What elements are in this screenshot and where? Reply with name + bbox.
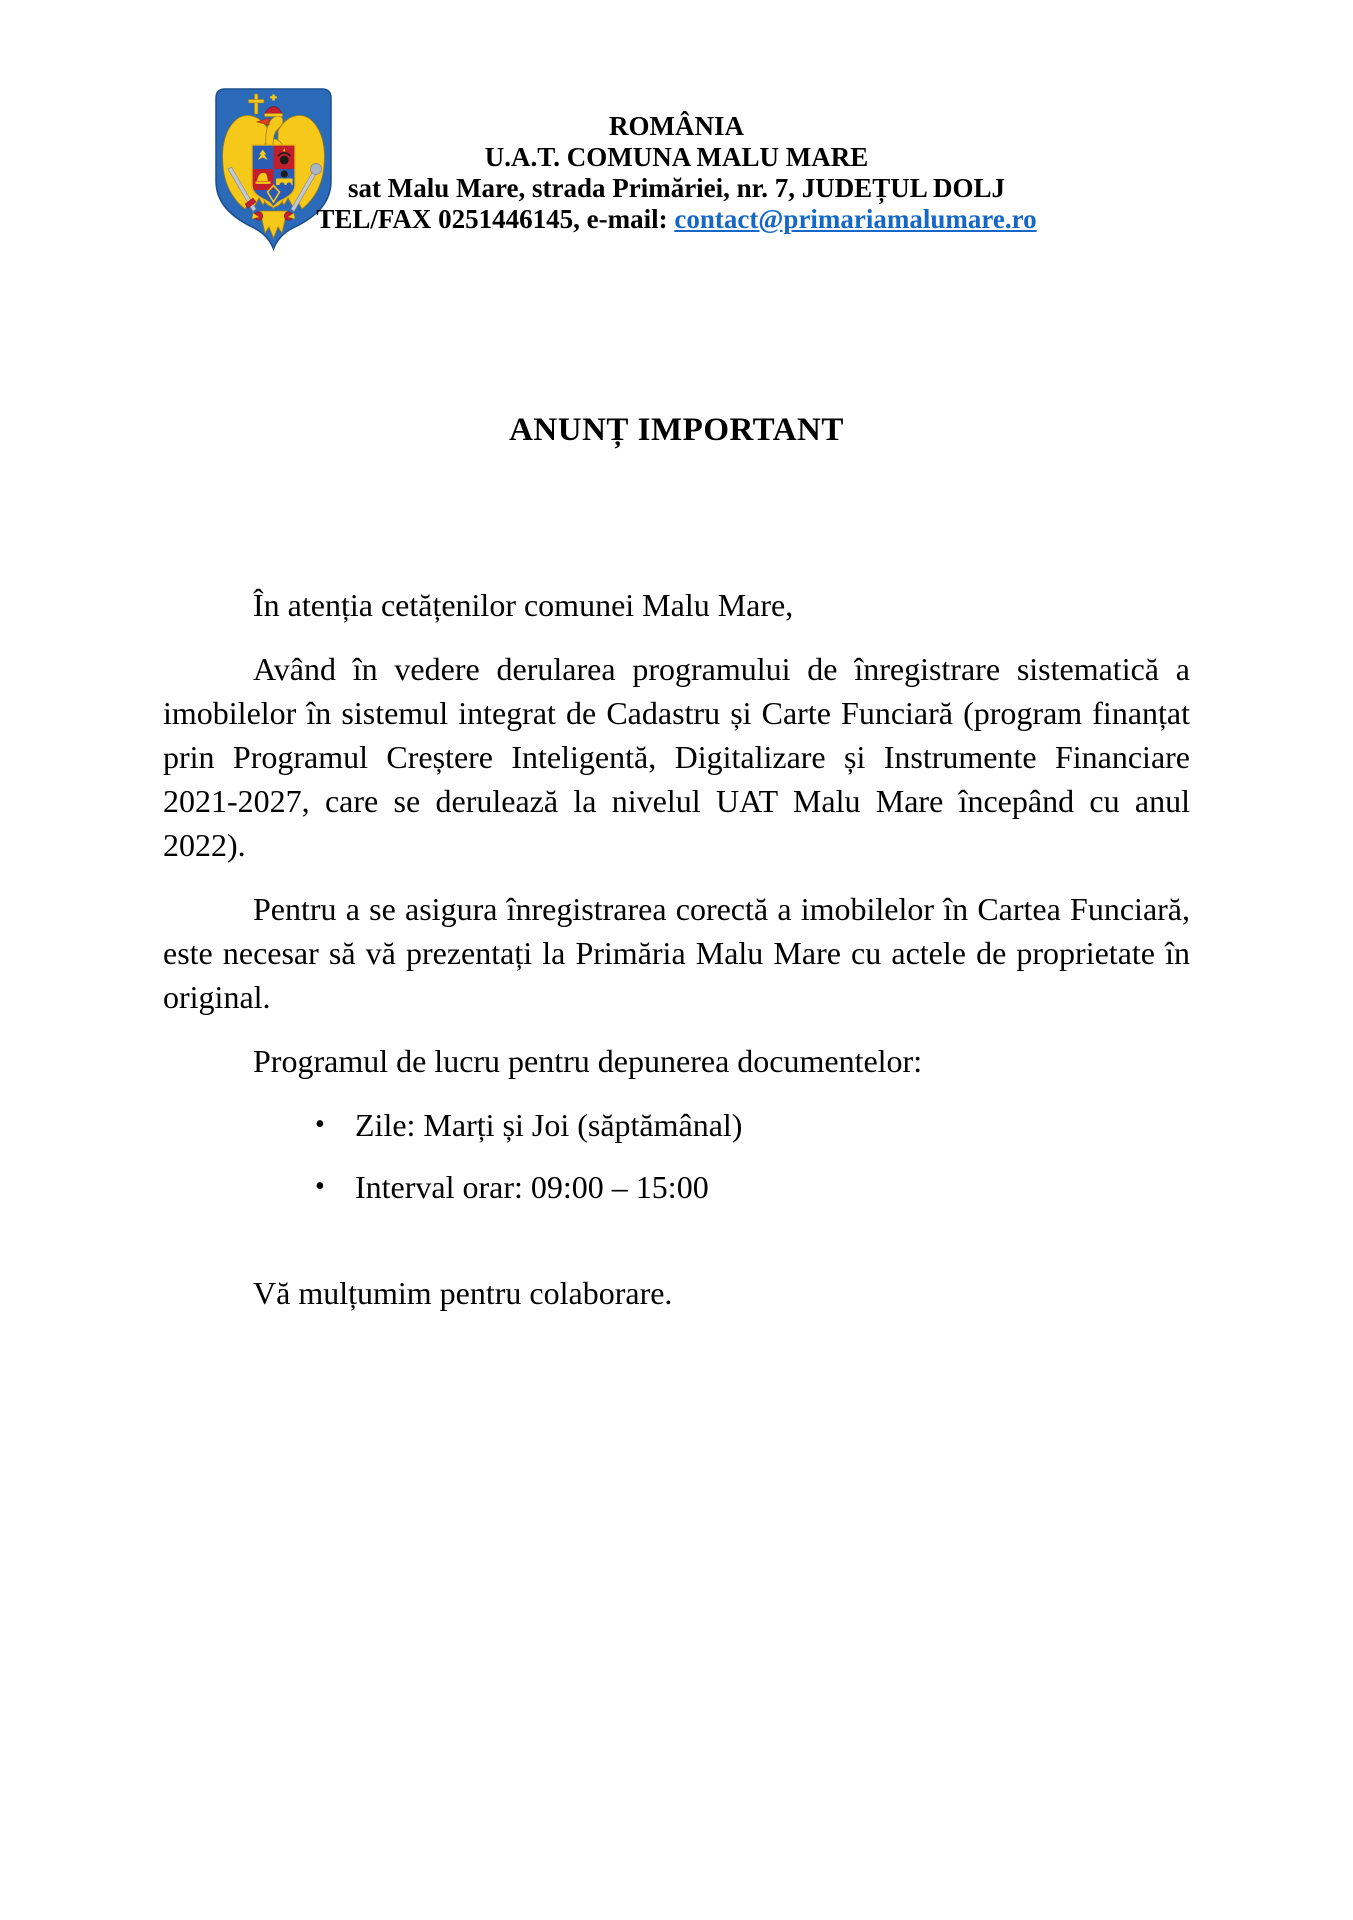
- letterhead-contact-line: [163, 204, 1190, 235]
- page-title: ANUNȚ IMPORTANT: [509, 412, 844, 448]
- letterhead: [163, 111, 1190, 235]
- list-item-hours-text: Interval orar: 09:00 – 15:00: [355, 1169, 709, 1205]
- paragraph-salutation: În atenția cetățenilor comunei Malu Mare,: [253, 587, 794, 623]
- list-item-days: [163, 1103, 1190, 1147]
- letterhead-institution: U.A.T. COMUNA MALU MARE: [484, 142, 869, 172]
- paragraph-schedule-heading: Programul de lucru pentru depunerea documentelor:: [253, 1043, 923, 1079]
- paragraph-program-context: Având în vedere derularea programului de înregistrare sistematică a imobilelor în sistemul integrat de Cadastru și Carte Funciară (program finanțat prin Programul Creștere Inteligentă, Digitalizare și Instrumente Financiare 2021-2027, care se derulează la nivelul UAT Malu Mare începând cu anul 2022).: [163, 651, 1190, 863]
- schedule-list: [163, 1103, 1190, 1209]
- closing-line: Vă mulțumim pentru colaborare.: [253, 1275, 673, 1311]
- bullet-icon: •: [315, 1109, 325, 1140]
- letterhead-contact-prefix: TEL/FAX 0251446145, e-mail:: [316, 204, 675, 234]
- list-item-hours: [163, 1165, 1190, 1209]
- document-body: [163, 583, 1190, 1335]
- paragraph-instructions: Pentru a se asigura înregistrarea corectă a imobilelor în Cartea Funciară, este necesar să vă prezentați la Primăria Malu Mare cu actele de proprietate în original.: [163, 891, 1190, 1015]
- letterhead-country: ROMÂNIA: [609, 111, 744, 141]
- list-item-days-text: Zile: Marți și Joi (săptămânal): [355, 1107, 743, 1143]
- email-link[interactable]: contact@primariamalumare.ro: [674, 204, 1037, 234]
- letterhead-address: sat Malu Mare, strada Primăriei, nr. 7, JUDEȚUL DOLJ: [348, 173, 1005, 203]
- bullet-icon: •: [315, 1171, 325, 1202]
